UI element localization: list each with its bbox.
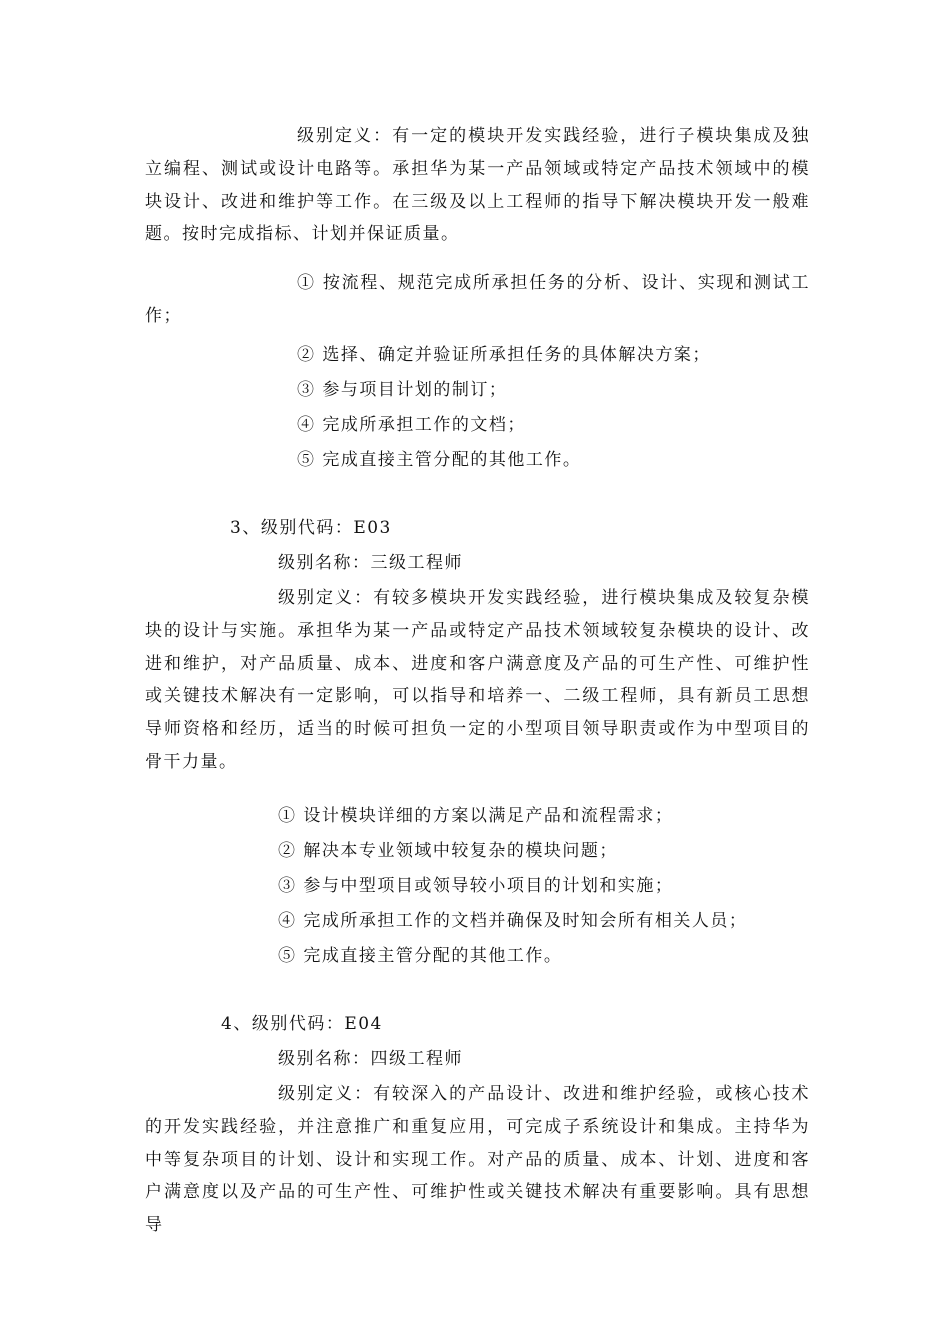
duty-item: ④ 完成所承担工作的文档并确保及时知会所有相关人员； [278, 911, 748, 931]
level-definition-paragraph: 级别定义：有一定的模块开发实践经验，进行子模块集成及独立编程、测试或设计电路等。承担华为某一产品领域或特定产品技术领域中的模块设计、改进和维护等工作。在三级及以上工程师的指导下解决模块开发一般难题。按时完成指标、计划并保证质量。 [145, 126, 810, 245]
level-code: 3、级别代码：E03 [230, 518, 392, 538]
duty-item: ② 选择、确定并验证所承担任务的具体解决方案； [297, 345, 711, 365]
level-code: 4、级别代码：E04 [221, 1014, 383, 1034]
level-definition-paragraph: 级别定义：有较深入的产品设计、改进和维护经验，或核心技术的开发实践经验，并注意推广和重复应用，可完成子系统设计和集成。主持华为中等复杂项目的计划、设计和实现工作。对产品的质量、成本、计划、进度和客户满意度以及产品的可生产性、可维护性或关键技术解决有重要影响。具有思想导 [145, 1084, 810, 1236]
duty-item: ① 设计模块详细的方案以满足产品和流程需求； [278, 806, 674, 826]
duty-item: ⑤ 完成直接主管分配的其他工作。 [278, 946, 563, 966]
duty-item: ③ 参与中型项目或领导较小项目的计划和实施； [278, 876, 674, 896]
duty-item: ① 按流程、规范完成所承担任务的分析、设计、实现和测试工作； [145, 273, 810, 326]
duty-item: ② 解决本专业领域中较复杂的模块问题； [278, 841, 618, 861]
duty-item: ③ 参与项目计划的制订； [297, 380, 508, 400]
level-name: 级别名称：三级工程师 [278, 553, 463, 573]
duty-item: ⑤ 完成直接主管分配的其他工作。 [297, 450, 582, 470]
level-definition-paragraph: 级别定义：有较多模块开发实践经验，进行模块集成及较复杂模块的设计与实施。承担华为某一产品或特定产品技术领域较复杂模块的设计、改进和维护，对产品质量、成本、进度和客户满意度及产品的可生产性、可维护性或关键技术解决有一定影响，可以指导和培养一、二级工程师，具有新员工思想导师资格和经历，适当的时候可担负一定的小型项目领导职责或作为中型项目的骨干力量。 [145, 588, 810, 772]
level-name: 级别名称：四级工程师 [278, 1049, 463, 1069]
duty-item: ④ 完成所承担工作的文档； [297, 415, 526, 435]
